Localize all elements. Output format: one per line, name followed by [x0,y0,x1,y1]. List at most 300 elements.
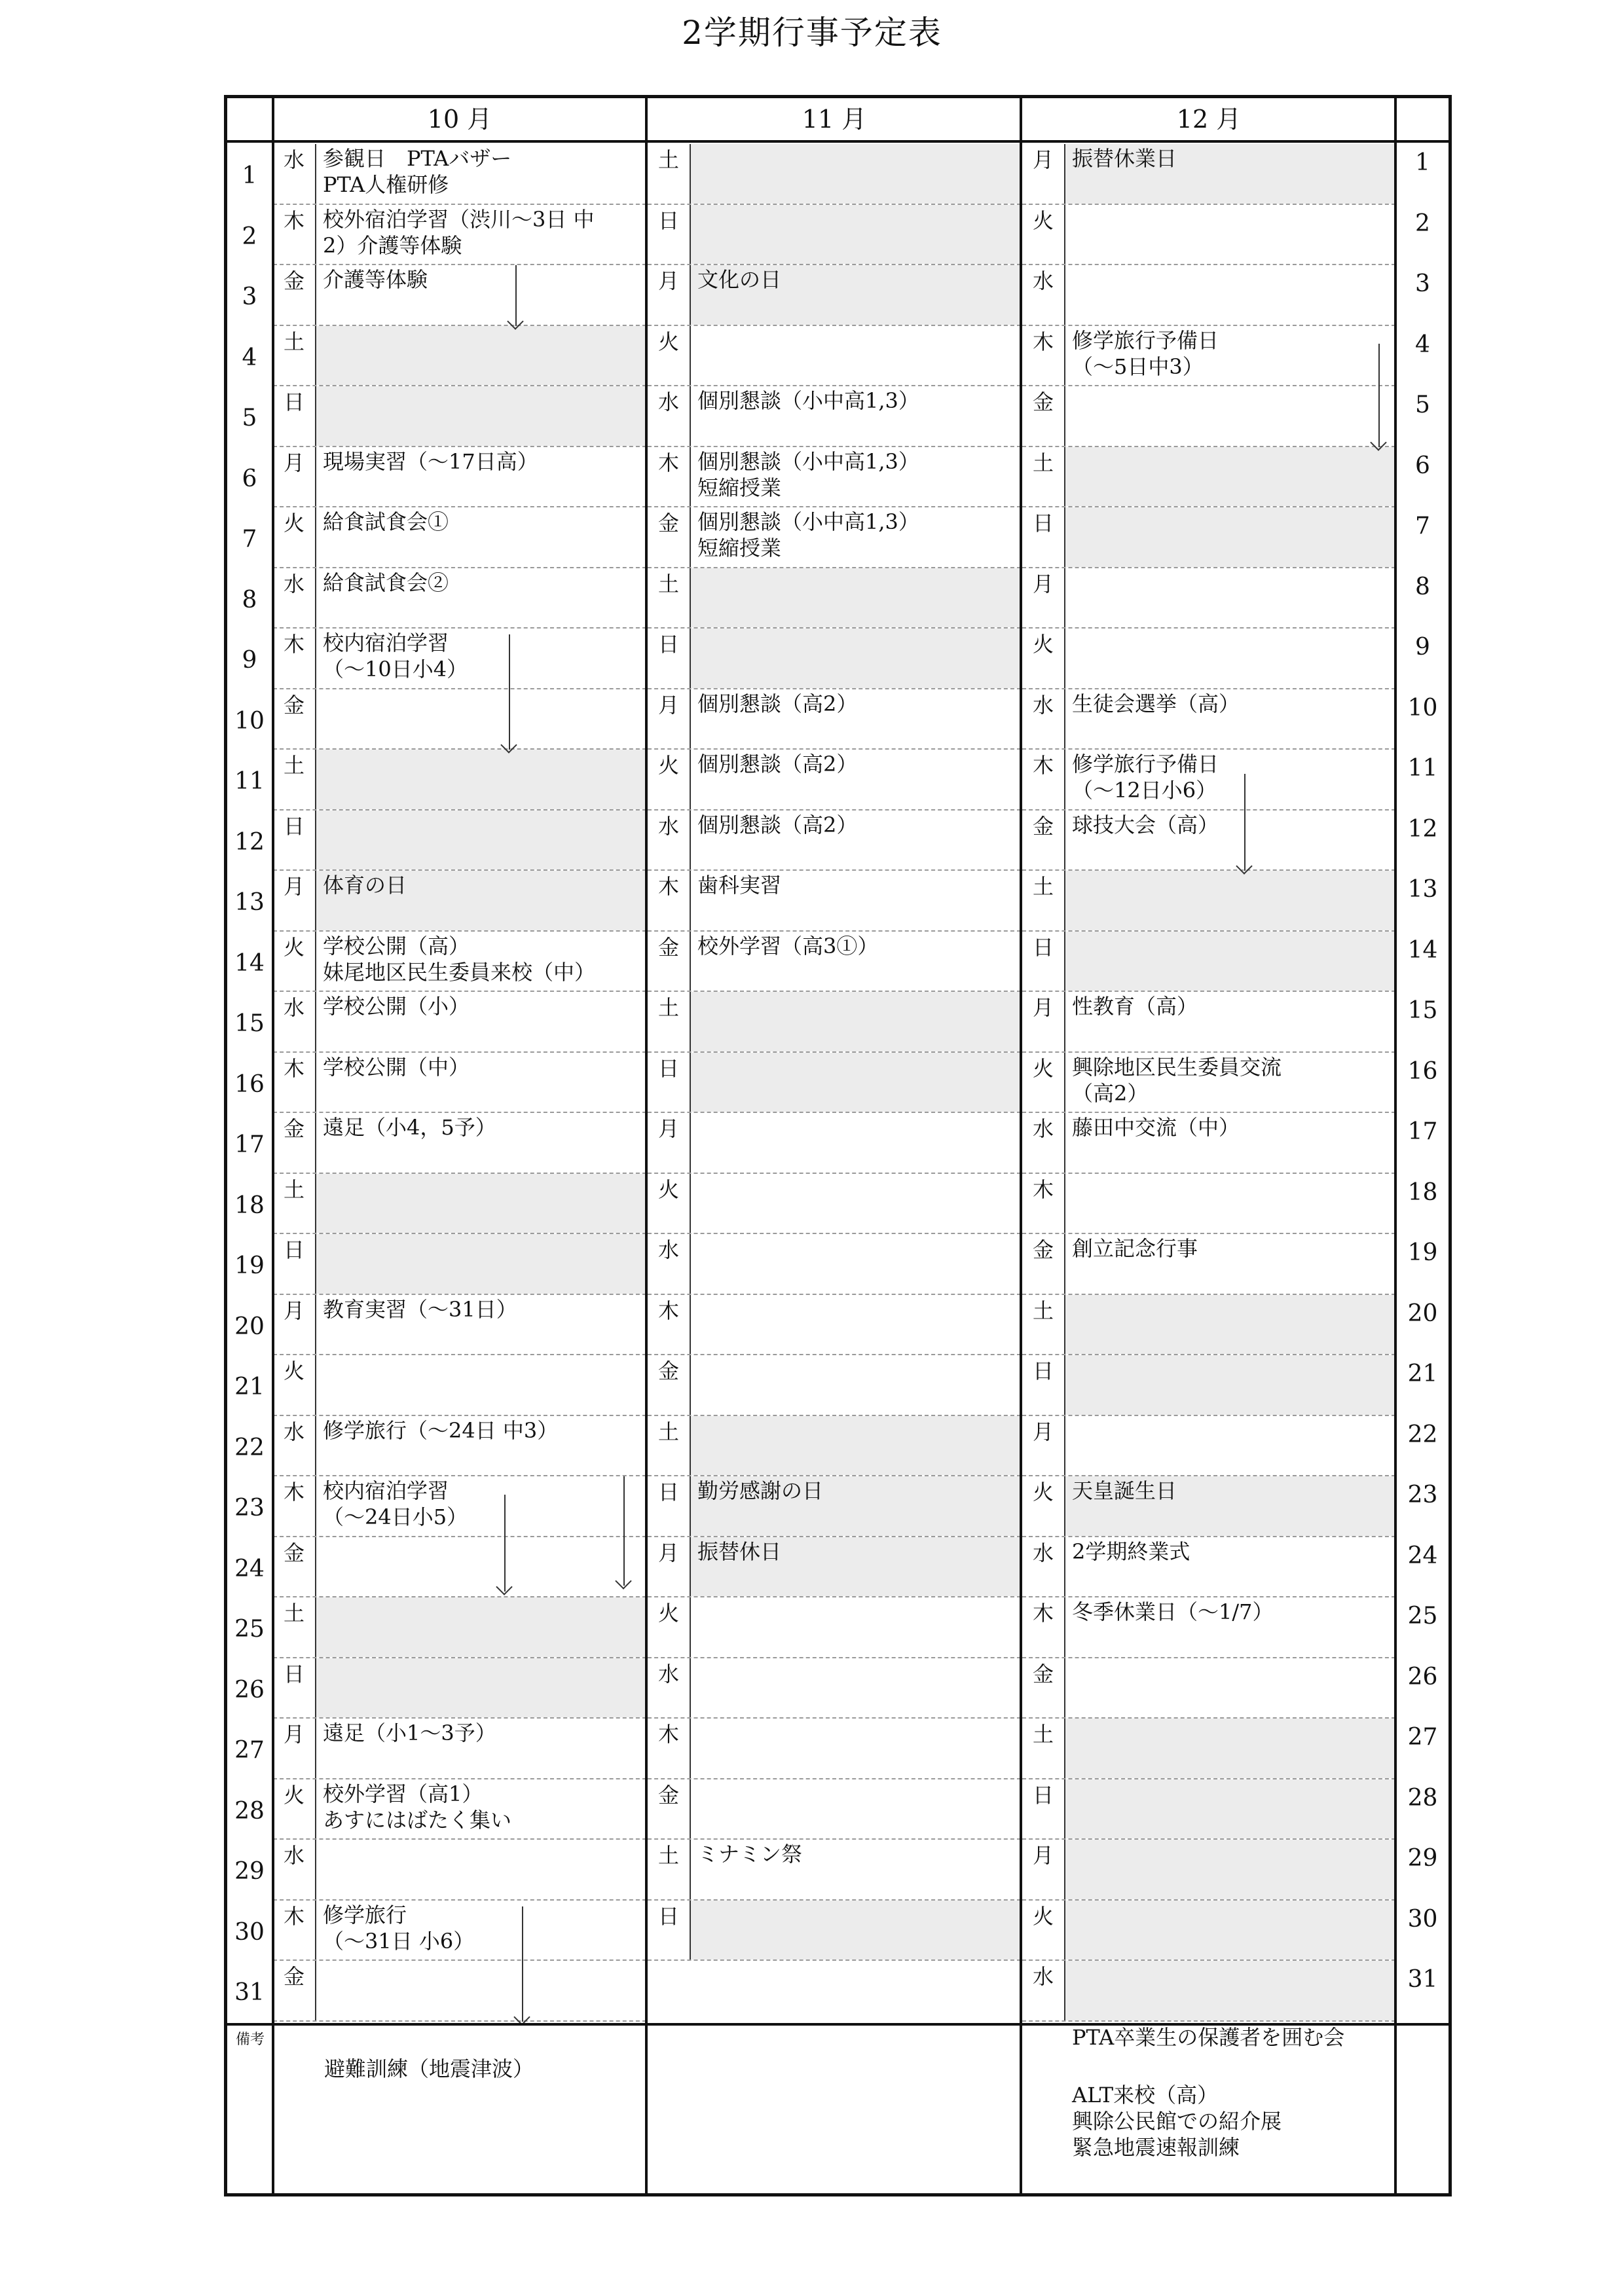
day-cell-oct [273,992,646,1053]
weekday-label: 水 [283,571,304,596]
event-text [1064,1961,1395,2020]
duration-arrow [1244,774,1246,871]
day-number-right: 29 [1407,1845,1438,1872]
weekday-label: 土 [1032,450,1054,475]
day-cell-nov [648,144,1021,205]
day-cell-dec [1022,629,1395,689]
event-text [1064,1779,1395,1839]
day-cell-nov [648,265,1021,326]
weekday-label: 金 [1032,1661,1054,1686]
event-text [690,1901,1021,1960]
event-text [315,1174,646,1233]
day-cell-oct [273,144,646,205]
day-cell-oct [273,568,646,629]
day-cell-nov [648,447,1021,508]
day-cell-nov [648,1234,1021,1295]
day-cell-dec [1022,1719,1395,1779]
day-cell-oct [273,1416,646,1477]
weekday-label: 火 [1032,1480,1054,1504]
remark-dec-bottom: ALT来校（高） 興除公民館での紹介展 緊急地震速報訓練 [1072,2083,1282,2160]
weekday-label: 水 [1032,692,1054,718]
event-text [690,1113,1021,1173]
remarks-divider [227,2023,1449,2026]
event-text: 勤労感謝の日 [690,1476,1021,1536]
day-number-left: 27 [234,1737,265,1764]
weekday-label: 月 [1032,995,1054,1020]
day-number-left: 9 [242,647,257,674]
day-number-left: 31 [234,1979,265,2006]
weekday-label: 日 [1032,934,1054,960]
event-text: 校外学習（高1） あすにはばたく集い [315,1779,646,1839]
day-number-left: 11 [234,768,265,795]
day-number-right: 31 [1407,1966,1438,1993]
event-text [1064,205,1395,264]
weekday-label: 水 [1032,1964,1054,1989]
weekday-label: 水 [1032,1540,1054,1565]
weekday-label: 火 [657,1176,679,1202]
event-text [315,386,646,446]
event-text: 振替休業日 [1064,144,1395,204]
weekday-label: 日 [283,1237,304,1262]
event-text [1064,1719,1395,1778]
day-number-left: 26 [234,1676,265,1704]
weekday-label: 木 [657,874,679,899]
weekday-label: 金 [657,934,679,960]
day-cell-dec [1022,689,1395,750]
day-number-left: 24 [234,1555,265,1582]
weekday-label: 日 [657,208,679,233]
day-cell-oct [273,1053,646,1114]
day-cell-nov [648,1901,1021,1961]
event-text [1064,1901,1395,1960]
day-cell-oct [273,1779,646,1840]
day-cell-dec [1022,1961,1395,2022]
event-text: 学校公開（中） [315,1053,646,1112]
weekday-label: 水 [657,390,679,414]
day-cell-dec [1022,386,1395,447]
event-text: 教育実習（～31日） [315,1295,646,1355]
day-number-right: 19 [1407,1239,1438,1266]
event-text: ミナミン祭 [690,1840,1021,1899]
weekday-label: 火 [283,1782,304,1808]
day-cell-oct [273,326,646,387]
day-cell-nov [648,1053,1021,1114]
page-title: 2学期行事予定表 [682,14,942,52]
day-cell-dec [1022,932,1395,993]
event-text: 遠足（小1～3予） [315,1719,646,1778]
day-number-left: 14 [234,949,265,977]
weekday-label: 木 [283,1055,304,1081]
day-number-right: 26 [1407,1663,1438,1690]
weekday-label: 土 [283,1601,304,1626]
day-number-right: 25 [1407,1603,1438,1630]
month-header-oct: 10 月 [427,105,492,134]
weekday-label: 金 [657,1358,679,1383]
event-text: 振替休日 [690,1537,1021,1597]
event-text [1064,1658,1395,1718]
duration-arrow [515,265,517,326]
weekday-label: 月 [657,692,679,718]
day-cell-oct [273,811,646,871]
day-cell-dec [1022,205,1395,266]
day-cell-oct [273,265,646,326]
weekday-label: 日 [1032,511,1054,536]
day-number-right: 7 [1415,513,1430,539]
weekday-label: 水 [1032,268,1054,293]
event-text: 給食試食会① [315,507,646,567]
day-number-right: 22 [1407,1421,1438,1448]
event-text [690,1053,1021,1112]
day-cell-dec [1022,1476,1395,1537]
weekday-label: 土 [657,1419,679,1444]
day-number-right: 14 [1407,936,1438,964]
weekday-label: 水 [283,1843,304,1868]
day-number-left: 2 [242,223,257,250]
day-cell-nov [648,1416,1021,1477]
day-cell-nov [648,1719,1021,1779]
duration-arrow [1378,344,1380,446]
event-text: 個別懇談（小中高1,3） 短縮授業 [690,507,1021,567]
weekday-label: 土 [283,329,304,354]
weekday-label: 木 [283,632,304,657]
weekday-label: 金 [1032,1237,1054,1262]
day-number-left: 28 [234,1797,265,1825]
day-cell-nov [648,386,1021,447]
weekday-label: 水 [657,1237,679,1262]
event-text: 修学旅行（～24日 中3） [315,1416,646,1476]
event-text [1064,568,1395,628]
day-cell-nov [648,1840,1021,1901]
remarks-label: 備考 [235,2032,265,2048]
weekday-label: 金 [283,692,304,718]
day-cell-nov [648,992,1021,1053]
day-number-right: 2 [1415,210,1430,237]
day-number-right: 11 [1407,755,1438,782]
weekday-label: 日 [657,1055,679,1081]
day-cell-dec [1022,1658,1395,1719]
day-number-right: 13 [1407,876,1438,903]
event-text: 個別懇談（小中高1,3） [690,386,1021,446]
column-divider [1020,98,1022,2193]
event-text: 校外学習（高3①） [690,932,1021,991]
remark-dec-top: PTA卒業生の保護者を囲む会 [1072,2025,1345,2050]
day-number-left: 10 [234,707,265,735]
day-cell-oct [273,1537,646,1598]
day-number-left: 18 [234,1192,265,1219]
duration-arrow [623,1476,625,1586]
duration-arrow [522,1906,523,2022]
weekday-label: 火 [657,1601,679,1626]
calendar-table [224,95,1452,2196]
day-number-right: 9 [1415,634,1430,661]
day-cell-dec [1022,1840,1395,1901]
day-number-left: 15 [234,1010,265,1037]
day-cell-nov [648,1476,1021,1537]
weekday-label: 日 [657,632,679,657]
weekday-label: 水 [283,995,304,1020]
weekday-label: 日 [657,1480,679,1504]
day-cell-dec [1022,750,1395,811]
weekday-label: 火 [283,1358,304,1383]
day-cell-dec [1022,447,1395,508]
weekday-label: 日 [1032,1358,1054,1383]
day-cell-nov [648,1295,1021,1356]
event-text [315,1840,646,1899]
day-number-left: 20 [234,1313,265,1340]
event-text [1064,1840,1395,1899]
day-cell-dec [1022,1174,1395,1235]
event-text: 校内宿泊学習 （～24日小5） [315,1476,646,1536]
event-text [1064,1416,1395,1476]
event-text [315,689,646,749]
event-text [315,1234,646,1294]
day-cell-oct [273,1597,646,1658]
day-cell-dec [1022,265,1395,326]
event-text [1064,1355,1395,1415]
event-text [690,1416,1021,1476]
weekday-label: 月 [283,1298,304,1323]
event-text [1064,447,1395,507]
weekday-label: 火 [1032,1055,1054,1081]
event-text [315,326,646,386]
day-number-left: 21 [234,1374,265,1400]
weekday-label: 火 [1032,1903,1054,1929]
day-number-right: 8 [1415,573,1430,600]
event-text [315,1658,646,1718]
weekday-label: 木 [1032,753,1054,778]
event-text: 文化の日 [690,265,1021,325]
day-number-right: 20 [1407,1300,1438,1327]
weekday-label: 木 [283,1903,304,1929]
day-cell-oct [273,1234,646,1295]
event-text [1064,629,1395,688]
event-text: 修学旅行予備日 （～12日小6） [1064,750,1395,809]
day-number-left: 25 [234,1616,265,1643]
weekday-label: 日 [657,1903,679,1929]
day-cell-oct [273,1961,646,2022]
duration-arrow [504,1495,506,1592]
event-text: 個別懇談（高2） [690,689,1021,749]
event-text: 藤田中交流（中） [1064,1113,1395,1173]
remark-oct: 避難訓練（地震津波） [324,2056,534,2081]
weekday-label: 月 [1032,147,1054,172]
event-text: 校外宿泊学習（渋川～3日 中 2）介護等体験 [315,205,646,264]
month-header-nov: 11 月 [802,105,867,134]
day-number-right: 3 [1415,270,1430,297]
event-text: 2学期終業式 [1064,1537,1395,1597]
event-text [690,1658,1021,1718]
weekday-label: 火 [1032,208,1054,233]
event-text [690,1295,1021,1355]
weekday-label: 水 [283,147,304,172]
weekday-label: 木 [657,1722,679,1747]
day-number-left: 30 [234,1918,265,1946]
day-number-right: 4 [1415,331,1430,358]
event-text: 修学旅行予備日 （～5日中3） [1064,326,1395,386]
day-number-right: 24 [1407,1542,1438,1569]
day-cell-oct [273,1174,646,1235]
day-number-left: 4 [242,344,257,371]
weekday-label: 土 [657,1843,679,1868]
weekday-label: 土 [1032,1722,1054,1747]
event-text [690,1174,1021,1233]
event-text [690,1779,1021,1839]
event-text [690,144,1021,204]
event-text: 冬季休業日（～1/7） [1064,1597,1395,1657]
weekday-label: 火 [657,329,679,354]
weekday-label: 土 [657,995,679,1020]
weekday-label: 木 [283,1480,304,1504]
day-cell-nov [648,507,1021,568]
day-cell-oct [273,447,646,508]
event-text: 生徒会選挙（高） [1064,689,1395,749]
event-text: 現場実習（～17日高） [315,447,646,507]
event-text [1064,932,1395,991]
weekday-label: 木 [1032,1601,1054,1626]
event-text [1064,386,1395,446]
day-cell-dec [1022,1901,1395,1961]
day-cell-dec [1022,568,1395,629]
event-text: 給食試食会② [315,568,646,628]
event-text [1064,1295,1395,1355]
event-text: 個別懇談（小中高1,3） 短縮授業 [690,447,1021,507]
weekday-label: 月 [283,1722,304,1747]
weekday-label: 水 [657,813,679,839]
event-text [1064,265,1395,325]
weekday-label: 月 [657,1540,679,1565]
day-number-left: 3 [242,283,257,310]
weekday-label: 月 [1032,1419,1054,1444]
day-cell-nov [648,326,1021,387]
weekday-label: 水 [283,1419,304,1444]
weekday-label: 土 [283,1176,304,1202]
day-number-right: 5 [1415,392,1430,418]
weekday-label: 金 [283,1116,304,1141]
event-text [1064,1174,1395,1233]
event-text [690,1597,1021,1657]
event-text [315,1597,646,1657]
day-cell-oct [273,1295,646,1356]
day-cell-oct [273,1355,646,1416]
day-cell-nov [648,1537,1021,1598]
event-text: 歯科実習 [690,871,1021,930]
event-text [690,205,1021,264]
day-cell-dec [1022,871,1395,932]
event-text [315,811,646,870]
column-divider [645,98,648,2193]
weekday-label: 月 [283,874,304,899]
day-number-left: 29 [234,1858,265,1885]
day-cell-nov [648,1597,1021,1658]
event-text [315,750,646,809]
weekday-label: 土 [657,571,679,596]
day-cell-oct [273,629,646,689]
day-cell-nov [648,205,1021,266]
weekday-label: 金 [657,511,679,536]
day-cell-oct [273,871,646,932]
weekday-label: 金 [657,1782,679,1808]
day-cell-nov [648,1658,1021,1719]
day-cell-dec [1022,992,1395,1053]
event-text [1064,871,1395,930]
weekday-label: 火 [283,511,304,536]
day-cell-nov [648,1779,1021,1840]
column-divider [1394,98,1397,2193]
event-text: 校内宿泊学習 （～10日小4） [315,629,646,688]
event-text [690,629,1021,688]
day-number-left: 23 [234,1495,265,1522]
weekday-label: 土 [1032,1298,1054,1323]
day-number-right: 6 [1415,452,1430,479]
day-number-right: 21 [1407,1360,1438,1387]
weekday-label: 金 [283,268,304,293]
weekday-label: 日 [283,813,304,839]
day-cell-oct [273,1658,646,1719]
day-cell-dec [1022,507,1395,568]
event-text: 学校公開（小） [315,992,646,1051]
weekday-label: 月 [1032,571,1054,596]
weekday-label: 火 [657,753,679,778]
event-text [1064,507,1395,567]
day-cell-oct [273,507,646,568]
event-text: 性教育（高） [1064,992,1395,1051]
day-cell-dec [1022,1355,1395,1416]
duration-arrow [509,634,510,750]
day-cell-oct [273,386,646,447]
weekday-label: 月 [657,268,679,293]
weekday-label: 日 [283,390,304,414]
weekday-label: 火 [1032,632,1054,657]
day-number-left: 7 [242,526,257,553]
day-number-right: 10 [1407,694,1438,721]
day-cell-oct [273,932,646,993]
event-text: 参観日 PTAバザー PTA人権研修 [315,144,646,204]
weekday-label: 木 [1032,329,1054,354]
event-text [690,568,1021,628]
day-number-left: 12 [234,828,265,856]
day-cell-dec [1022,1779,1395,1840]
event-text: 遠足（小4，5予） [315,1113,646,1173]
day-cell-nov [648,568,1021,629]
day-number-right: 1 [1415,149,1430,176]
weekday-label: 水 [657,1661,679,1686]
event-text: 興除地区民生委員交流 （高2） [1064,1053,1395,1112]
event-text: 介護等体験 [315,265,646,325]
day-number-left: 22 [234,1434,265,1461]
event-text: 修学旅行 （～31日 小6） [315,1901,646,1960]
weekday-label: 金 [1032,390,1054,414]
weekday-label: 月 [657,1116,679,1141]
day-cell-oct [273,1476,646,1537]
event-text: 創立記念行事 [1064,1234,1395,1294]
weekday-label: 木 [283,208,304,233]
weekday-label: 金 [283,1540,304,1565]
event-text [315,1537,646,1597]
day-cell-dec [1022,1295,1395,1356]
weekday-label: 金 [1032,813,1054,839]
weekday-label: 金 [283,1964,304,1989]
weekday-label: 水 [1032,1116,1054,1141]
day-cell-nov [648,871,1021,932]
day-number-right: 18 [1407,1178,1438,1206]
day-number-right: 30 [1407,1905,1438,1933]
event-text [315,1961,646,2020]
day-cell-dec [1022,1537,1395,1598]
event-text [690,992,1021,1051]
weekday-label: 月 [283,450,304,475]
day-cell-dec [1022,1416,1395,1477]
day-cell-oct [273,1901,646,1961]
